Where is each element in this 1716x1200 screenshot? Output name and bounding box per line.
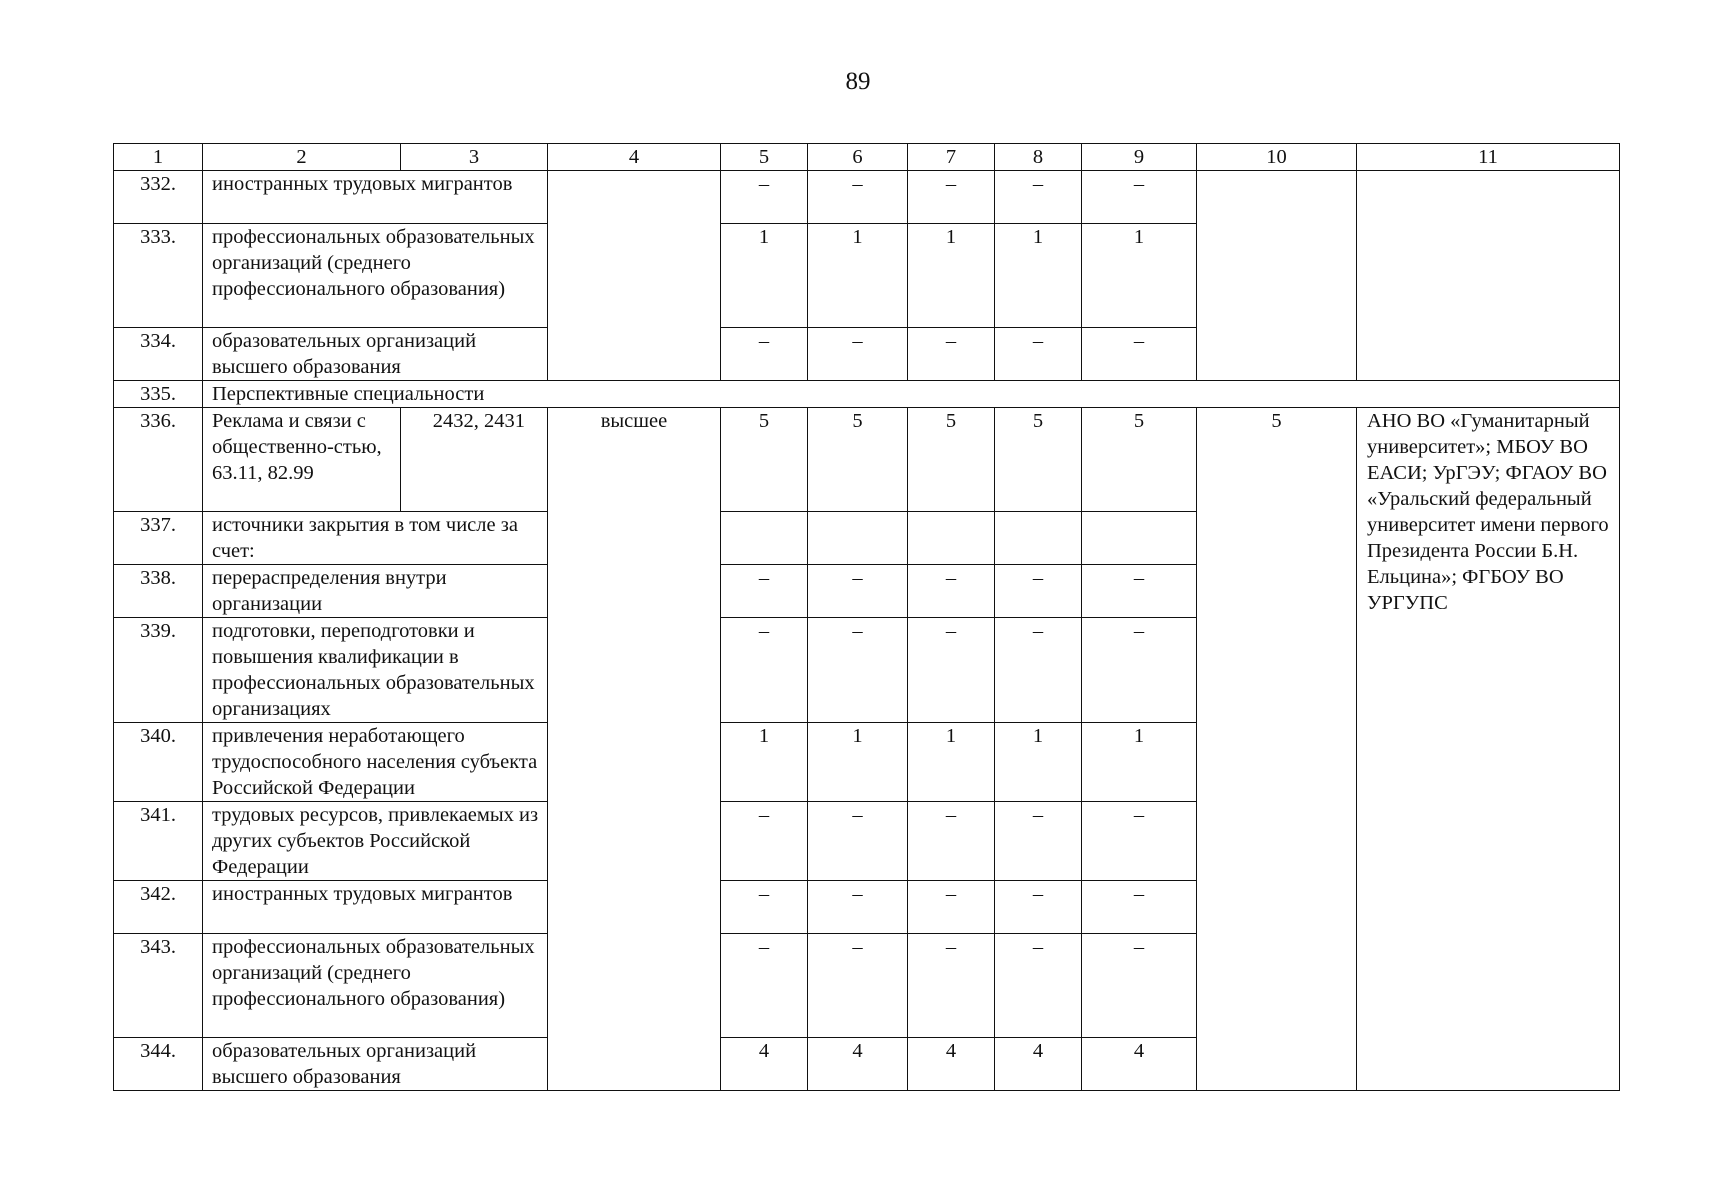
value-cell: 4 [1082,1038,1197,1091]
value-cell: – [908,328,995,381]
row-description: трудовых ресурсов, привлекаемых из других субъектов Российской Федерации [203,802,548,881]
value-cell: – [995,934,1082,1038]
value-cell: – [1082,802,1197,881]
value-cell: 4 [808,1038,908,1091]
education-level: высшее [548,408,721,1091]
value-cell: – [808,802,908,881]
col10-value: 5 [1197,408,1357,1091]
institutions-note: АНО ВО «Гуманитарный университет»; МБОУ ВО ЕАСИ; УрГЭУ; ФГАОУ ВО «Уральский федеральный университет имени первого Президента России Б.Н. Ельцина»; ФГБОУ ВО УРГУПС [1357,408,1620,1091]
value-cell: – [1082,934,1197,1038]
value-cell: – [1082,881,1197,934]
value-cell: 1 [721,723,808,802]
row-description: подготовки, переподготовки и повышения квалификации в профессиональных образовательных организациях [203,618,548,723]
value-cell: 4 [908,1038,995,1091]
value-cell [995,512,1082,565]
value-cell [808,512,908,565]
header-cell: 9 [1082,144,1197,171]
value-cell [908,512,995,565]
value-cell: 1 [908,224,995,328]
header-cell: 5 [721,144,808,171]
value-cell: – [721,881,808,934]
value-cell: – [908,934,995,1038]
value-cell: 5 [908,408,995,512]
value-cell: 5 [808,408,908,512]
value-cell: 1 [1082,224,1197,328]
row-number: 337. [114,512,203,565]
value-cell: – [908,802,995,881]
row-number: 344. [114,1038,203,1091]
value-cell: 1 [908,723,995,802]
header-cell: 3 [401,144,548,171]
row-description: профессиональных образовательных организаций (среднего профессионального образования) [203,224,548,328]
header-cell: 4 [548,144,721,171]
row-description: источники закрытия в том числе за счет: [203,512,548,565]
header-row [114,144,1620,171]
value-cell: 1 [721,224,808,328]
row-number: 334. [114,328,203,381]
value-cell: – [721,171,808,224]
value-cell: – [808,618,908,723]
row-number: 341. [114,802,203,881]
value-cell: 1 [808,224,908,328]
row-number: 342. [114,881,203,934]
value-cell: – [908,618,995,723]
value-cell: – [721,934,808,1038]
value-cell: – [808,328,908,381]
specialty-code: 2432, 2431 [401,408,548,512]
header-cell: 7 [908,144,995,171]
specialty-name: Реклама и связи с общественно-стью, 63.11, 82.99 [203,408,401,512]
row-description: образовательных организаций высшего образования [203,1038,548,1091]
header-cell: 11 [1357,144,1620,171]
table-row [114,408,1620,512]
education-level-cell [548,171,721,381]
row-description: иностранных трудовых мигрантов [203,171,548,224]
value-cell: – [721,565,808,618]
section-row [114,381,1620,408]
value-cell: – [808,934,908,1038]
row-number: 333. [114,224,203,328]
value-cell: 5 [721,408,808,512]
value-cell: – [995,171,1082,224]
section-title: Перспективные специальности [203,381,1620,408]
row-number: 338. [114,565,203,618]
value-cell: 1 [808,723,908,802]
value-cell: – [808,881,908,934]
value-cell: – [908,171,995,224]
note-cell [1357,171,1620,381]
value-cell: – [908,881,995,934]
header-cell: 10 [1197,144,1357,171]
row-description: образовательных организаций высшего образования [203,328,548,381]
value-cell: 5 [995,408,1082,512]
header-cell: 6 [808,144,908,171]
value-cell: – [995,618,1082,723]
staffing-table [113,143,1620,1091]
value-cell [1082,512,1197,565]
value-cell: 1 [995,224,1082,328]
row-number: 335. [114,381,203,408]
value-cell: – [908,565,995,618]
table-row [114,171,1620,224]
header-cell: 1 [114,144,203,171]
value-cell: – [995,565,1082,618]
value-cell: 5 [1082,408,1197,512]
value-cell: – [995,328,1082,381]
value-cell: 4 [721,1038,808,1091]
row-description: привлечения неработающего трудоспособного населения субъекта Российской Федерации [203,723,548,802]
value-cell [721,512,808,565]
row-description: перераспределения внутри организации [203,565,548,618]
value-cell: – [808,171,908,224]
value-cell: – [808,565,908,618]
row-number: 340. [114,723,203,802]
page-number: 89 [845,68,871,95]
row-number: 343. [114,934,203,1038]
value-cell: 1 [995,723,1082,802]
value-cell: – [1082,565,1197,618]
value-cell: 1 [1082,723,1197,802]
row-description: иностранных трудовых мигрантов [203,881,548,934]
value-cell: – [721,328,808,381]
row-number: 332. [114,171,203,224]
value-cell: – [1082,328,1197,381]
value-cell: – [995,881,1082,934]
value-cell: – [1082,618,1197,723]
value-cell: – [721,802,808,881]
value-cell: – [995,802,1082,881]
header-cell: 8 [995,144,1082,171]
value-cell: – [1082,171,1197,224]
value-cell: 4 [995,1038,1082,1091]
row-number: 336. [114,408,203,512]
row-description: профессиональных образовательных организаций (среднего профессионального образования) [203,934,548,1038]
header-cell: 2 [203,144,401,171]
row-number: 339. [114,618,203,723]
value-cell: – [721,618,808,723]
col10-cell [1197,171,1357,381]
